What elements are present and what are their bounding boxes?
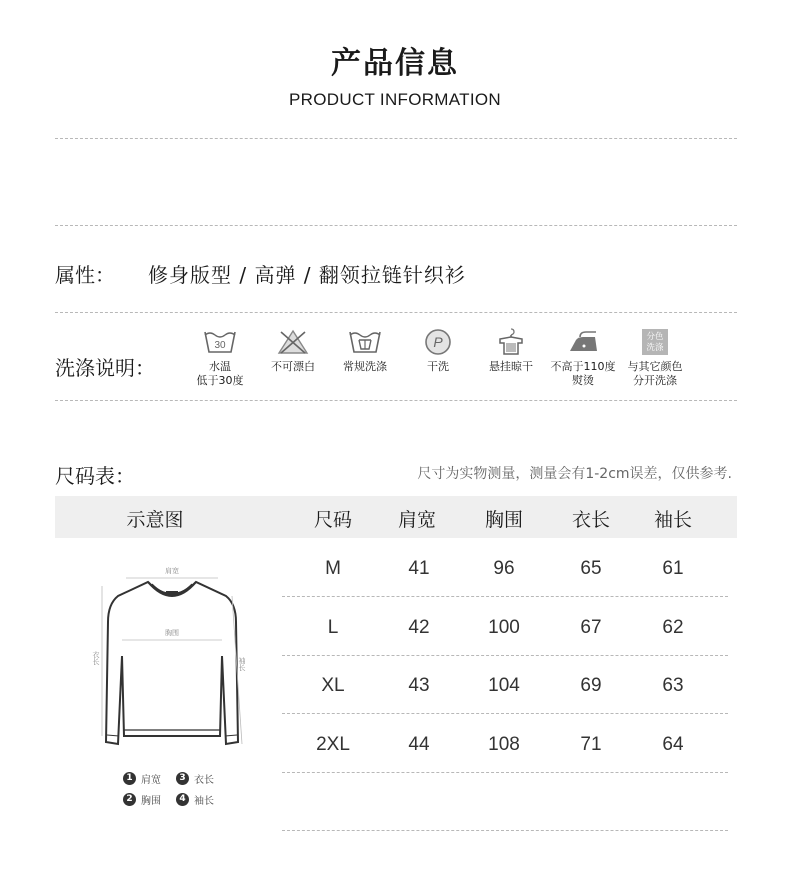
- care-text: 常规洗涤: [343, 360, 387, 373]
- washing-label: 洗涤说明：: [55, 356, 155, 380]
- legend-item: [176, 771, 214, 786]
- legend-label: 胸围: [141, 796, 161, 807]
- row-divider: [282, 596, 728, 597]
- table-cell: 108: [488, 734, 520, 755]
- svg-text:30: 30: [214, 340, 226, 351]
- legend-item: [123, 771, 161, 786]
- page-title: 产品信息: [331, 46, 459, 81]
- page-subtitle: PRODUCT INFORMATION: [289, 90, 501, 109]
- table-cell: M: [325, 558, 341, 579]
- normal-wash-icon: [348, 328, 382, 356]
- legend-label: 袖长: [194, 796, 214, 807]
- row-divider: [282, 830, 728, 831]
- table-cell: 67: [580, 617, 602, 638]
- column-header: 尺码: [313, 509, 352, 531]
- legend-number: 2: [123, 793, 136, 806]
- care-item-normal-wash: [325, 328, 405, 374]
- legend-label: 衣长: [194, 775, 214, 786]
- table-cell: 62: [662, 617, 684, 638]
- svg-text:分色: 分色: [646, 332, 664, 342]
- care-text: 干洗: [427, 360, 449, 373]
- care-text: 不高于110度: [550, 360, 616, 373]
- divider: [55, 138, 737, 139]
- table-cell: 61: [662, 558, 684, 579]
- size-chart-note: 尺寸为实物测量，测量会有1-2cm误差，仅供参考.: [417, 466, 732, 482]
- table-cell: 64: [662, 734, 684, 755]
- legend-item: [123, 792, 161, 807]
- legend-number: 1: [123, 772, 136, 785]
- svg-text:洗涤: 洗涤: [646, 343, 664, 353]
- care-text: 水温: [209, 360, 231, 373]
- length-label: 衣长: [92, 651, 100, 665]
- column-header: 衣长: [571, 509, 610, 531]
- legend-item: [176, 792, 214, 807]
- care-item-dry-clean: [398, 328, 478, 374]
- column-header: 袖长: [653, 509, 692, 531]
- legend-number: 4: [176, 793, 189, 806]
- dry-clean-icon: [421, 328, 455, 356]
- care-item-no-bleach: [253, 328, 333, 374]
- attributes-value: 修身版型 / 高弹 / 翻领拉链针织衫: [148, 263, 466, 287]
- care-text: 与其它颜色: [627, 360, 683, 373]
- row-divider: [282, 772, 728, 773]
- table-cell: 65: [580, 558, 602, 579]
- iron-icon: [566, 328, 600, 356]
- wash-30-icon: [203, 328, 237, 356]
- chest-label: 胸围: [165, 629, 179, 637]
- divider: [55, 312, 737, 313]
- table-cell: XL: [321, 675, 345, 696]
- column-header: 肩宽: [397, 509, 436, 531]
- care-text: 悬挂晾干: [489, 360, 533, 373]
- care-item-wash-30: [180, 328, 260, 388]
- table-cell: 41: [408, 558, 430, 579]
- separate-colors-icon: [638, 328, 672, 356]
- table-cell: 63: [662, 675, 684, 696]
- table-cell: 69: [580, 675, 602, 696]
- hang-dry-icon: [494, 328, 528, 356]
- care-item-separate: [615, 328, 695, 388]
- size-chart-label: 尺码表：: [55, 464, 135, 488]
- care-text: 分开洗涤: [633, 374, 677, 387]
- table-cell: 104: [488, 675, 520, 696]
- svg-text:P: P: [433, 334, 443, 350]
- care-text: 低于30度: [196, 374, 244, 387]
- sleeve-label: 袖长: [238, 657, 246, 671]
- legend-number: 3: [176, 772, 189, 785]
- table-cell: L: [327, 617, 339, 638]
- care-text: 不可漂白: [271, 360, 315, 373]
- table-cell: 43: [408, 675, 430, 696]
- row-divider: [282, 655, 728, 656]
- attributes-label: 属性：: [55, 263, 115, 287]
- divider: [55, 225, 737, 226]
- table-cell: 96: [493, 558, 515, 579]
- care-item-hang-dry: [471, 328, 551, 374]
- table-cell: 71: [580, 734, 602, 755]
- column-header: 胸围: [484, 509, 523, 531]
- row-divider: [282, 713, 728, 714]
- care-item-iron: [543, 328, 623, 388]
- table-cell: 44: [408, 734, 430, 755]
- table-cell: 42: [408, 617, 430, 638]
- divider: [55, 400, 737, 401]
- legend-label: 肩宽: [141, 775, 161, 786]
- care-text: 熨烫: [572, 374, 594, 387]
- shoulder-label: 肩宽: [165, 567, 179, 575]
- table-cell: 100: [488, 617, 520, 638]
- no-bleach-icon: [276, 328, 310, 356]
- diagram-header: 示意图: [126, 509, 184, 531]
- table-cell: 2XL: [316, 734, 350, 755]
- sweater-diagram: [86, 560, 256, 760]
